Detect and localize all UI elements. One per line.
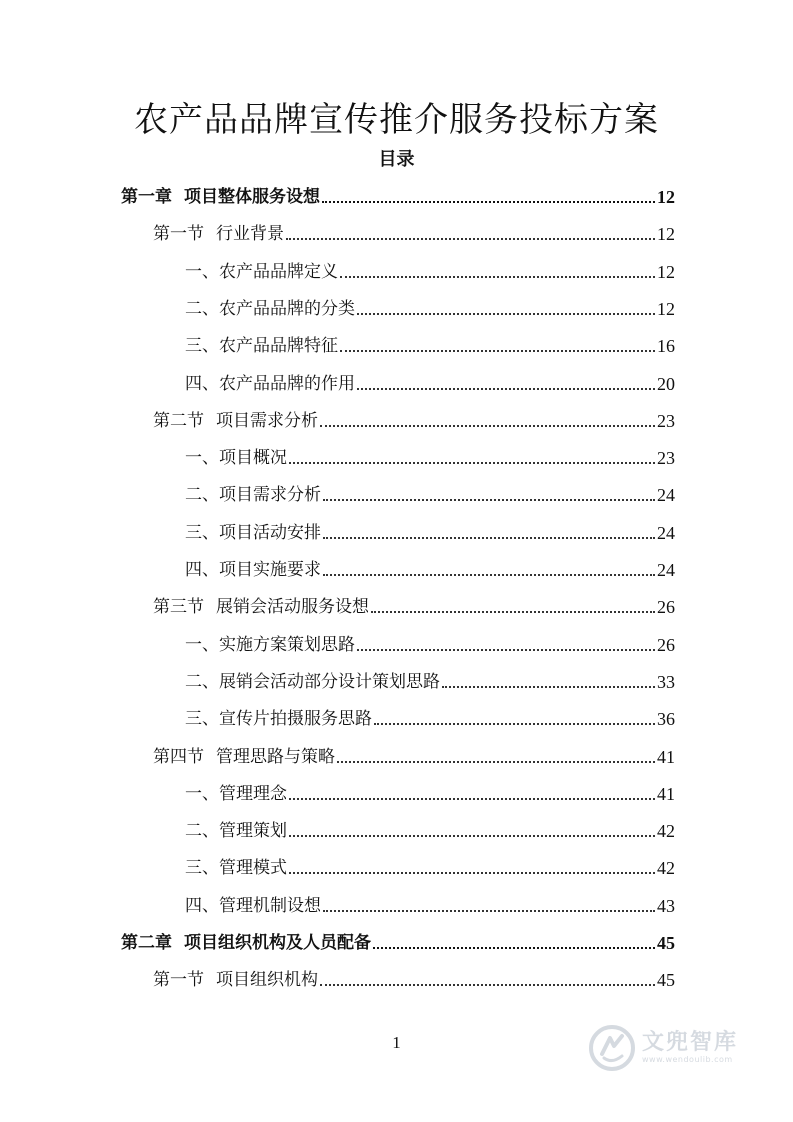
toc-entry-text <box>185 783 287 805</box>
toc-page-number: 42 <box>657 858 675 879</box>
toc-entry-title: 展销会活动部分设计策划思路 <box>219 671 440 692</box>
toc-entry-title: 管理策划 <box>219 821 287 842</box>
toc-entry-title: 项目整体服务设想 <box>184 187 320 207</box>
toc-entry-title: 农产品品牌定义 <box>219 261 338 282</box>
toc-page-number: 41 <box>657 783 675 804</box>
toc-entry-title: 项目活动安排 <box>219 522 321 543</box>
toc-entry-label: 第二章 <box>121 933 172 953</box>
toc-entry[interactable] <box>185 702 675 730</box>
toc-entry[interactable] <box>121 180 675 208</box>
toc-entry[interactable] <box>185 367 675 395</box>
toc-entry[interactable] <box>185 553 675 581</box>
toc-entry[interactable] <box>185 516 675 544</box>
toc-entry-text <box>185 261 338 283</box>
wendou-logo-icon <box>588 1024 636 1072</box>
toc-leader-dots <box>374 723 655 725</box>
toc-entry[interactable] <box>153 217 675 245</box>
toc-entry-label: 四、 <box>185 560 219 580</box>
toc-page-number: 45 <box>657 933 675 953</box>
toc-entry-text <box>185 895 321 917</box>
toc-leader-dots <box>289 872 655 874</box>
toc-entry[interactable] <box>185 628 675 656</box>
toc-entry-title: 展销会活动服务设想 <box>216 597 369 618</box>
toc-leader-dots <box>357 649 655 651</box>
toc-page-number: 24 <box>657 522 675 543</box>
toc-entry-title: 管理思路与策略 <box>216 746 335 767</box>
toc-entry-text <box>185 634 355 656</box>
toc-entry-title: 农产品品牌的作用 <box>219 373 355 394</box>
toc-page-number: 26 <box>657 597 675 618</box>
toc-entry-label: 第二节 <box>153 410 204 431</box>
toc-entry-text <box>185 671 440 693</box>
toc-page-number: 24 <box>657 485 675 506</box>
toc-entry-title: 项目需求分析 <box>216 410 318 431</box>
toc-page-number: 36 <box>657 709 675 730</box>
toc-entry-label: 第四节 <box>153 746 204 767</box>
page-number: 1 <box>392 1033 401 1052</box>
toc-entry[interactable] <box>153 404 675 432</box>
toc-page-number: 45 <box>657 970 675 991</box>
toc-page-number: 12 <box>657 224 675 245</box>
toc-page-number: 43 <box>657 895 675 916</box>
toc-page-number: 41 <box>657 746 675 767</box>
toc-entry-label: 二、 <box>185 671 219 692</box>
toc-entry[interactable] <box>153 590 675 618</box>
toc-entry[interactable] <box>121 926 675 954</box>
toc-entry-title: 管理机制设想 <box>219 895 321 916</box>
toc-entry-label: 第一节 <box>153 970 204 991</box>
toc-entry-text <box>153 410 318 432</box>
toc-entry-title: 管理理念 <box>219 783 287 804</box>
toc-page-number: 26 <box>657 634 675 655</box>
toc-entry[interactable] <box>185 889 675 917</box>
toc-entry[interactable] <box>185 478 675 506</box>
toc-page-number: 12 <box>657 298 675 319</box>
watermark-url: www.wendoulib.com <box>642 1055 733 1064</box>
toc-entry-text <box>185 522 321 544</box>
toc-page-number: 42 <box>657 821 675 842</box>
watermark-name: 文兜智库 <box>642 1030 739 1055</box>
toc-entry-text <box>153 596 369 618</box>
toc-entry[interactable] <box>153 963 675 991</box>
toc-entry[interactable] <box>185 814 675 842</box>
toc-entry-text <box>185 559 321 581</box>
toc-entry-text <box>185 447 287 469</box>
toc-entry-title: 农产品品牌特征 <box>219 336 338 357</box>
toc-page-number: 23 <box>657 410 675 431</box>
toc-entry-label: 四、 <box>185 895 219 916</box>
toc-entry[interactable] <box>185 665 675 693</box>
toc-entry-label: 三、 <box>185 858 219 879</box>
toc-entry-title: 管理模式 <box>219 858 287 879</box>
toc-entry-title: 项目组织机构 <box>216 970 318 991</box>
toc-entry-label: 二、 <box>185 821 219 842</box>
toc-entry-text <box>185 820 287 842</box>
toc-entry-label: 四、 <box>185 373 219 394</box>
toc-leader-dots <box>357 313 655 315</box>
toc-entry-text <box>185 857 287 879</box>
toc-leader-dots <box>323 499 655 501</box>
toc-entry[interactable] <box>185 329 675 357</box>
toc-entry-title: 行业背景 <box>216 224 284 245</box>
toc-leader-dots <box>373 947 655 949</box>
toc-page-number: 33 <box>657 671 675 692</box>
document-title: 农产品品牌宣传推介服务投标方案 <box>134 100 659 140</box>
watermark <box>588 1020 768 1076</box>
toc-entry-text <box>153 223 284 245</box>
toc-entry-title: 项目概况 <box>219 448 287 469</box>
toc-entry-title: 农产品品牌的分类 <box>219 298 355 319</box>
toc-entry-label: 一、 <box>185 634 219 655</box>
toc-leader-dots <box>286 238 655 240</box>
toc-leader-dots <box>340 276 655 278</box>
toc-page-number: 16 <box>657 336 675 357</box>
toc-entry-text <box>185 298 355 320</box>
toc-entry-text <box>153 969 318 991</box>
toc-heading: 目录 <box>378 149 415 170</box>
toc-entry-text <box>185 708 372 730</box>
toc-entry-title: 项目需求分析 <box>219 485 321 506</box>
toc-entry-title: 宣传片拍摄服务思路 <box>219 709 372 730</box>
toc-entry[interactable] <box>185 292 675 320</box>
toc-page-number: 12 <box>657 261 675 282</box>
toc-entry-text <box>121 186 320 208</box>
toc-leader-dots <box>320 984 655 986</box>
toc-entry-title: 实施方案策划思路 <box>219 634 355 655</box>
toc-entry[interactable] <box>185 851 675 879</box>
toc-leader-dots <box>320 425 655 427</box>
toc-entry-label: 第一节 <box>153 224 204 245</box>
toc-entry[interactable] <box>185 441 675 469</box>
toc-entry[interactable] <box>185 255 675 283</box>
toc-entry-label: 三、 <box>185 709 219 730</box>
toc-page-number: 23 <box>657 448 675 469</box>
toc-leader-dots <box>337 761 655 763</box>
toc-leader-dots <box>340 350 655 352</box>
toc-leader-dots <box>442 686 655 688</box>
toc-page-number: 24 <box>657 560 675 580</box>
toc-leader-dots <box>323 537 655 539</box>
toc-entry-text <box>185 373 355 395</box>
toc-leader-dots <box>289 462 655 464</box>
toc-entry-label: 二、 <box>185 298 219 319</box>
toc-leader-dots <box>289 835 655 837</box>
toc-leader-dots <box>323 574 655 576</box>
toc-entry[interactable] <box>185 777 675 805</box>
toc-leader-dots <box>322 201 655 203</box>
toc-entry-label: 三、 <box>185 336 219 357</box>
toc-entry-text <box>185 335 338 357</box>
toc-page-number: 20 <box>657 373 675 394</box>
toc-entry-label: 一、 <box>185 261 219 282</box>
toc-entry-title: 项目组织机构及人员配备 <box>184 933 371 953</box>
toc-leader-dots <box>357 388 655 390</box>
toc-entry-label: 三、 <box>185 522 219 543</box>
toc-entry-text <box>121 932 371 954</box>
toc-leader-dots <box>371 611 655 613</box>
toc-entry-label: 一、 <box>185 448 219 469</box>
toc-page-number: 12 <box>657 187 675 207</box>
toc-entry-label: 第一章 <box>121 187 172 207</box>
toc-leader-dots <box>323 910 655 912</box>
toc-entry-label: 二、 <box>185 485 219 506</box>
toc-entry-label: 第三节 <box>153 597 204 618</box>
toc-entry[interactable] <box>153 740 675 768</box>
toc-entry-label: 一、 <box>185 783 219 804</box>
toc-entry-title: 项目实施要求 <box>219 560 321 580</box>
toc-entry-text <box>185 484 321 506</box>
toc-leader-dots <box>289 798 655 800</box>
toc-entry-text <box>153 746 335 768</box>
